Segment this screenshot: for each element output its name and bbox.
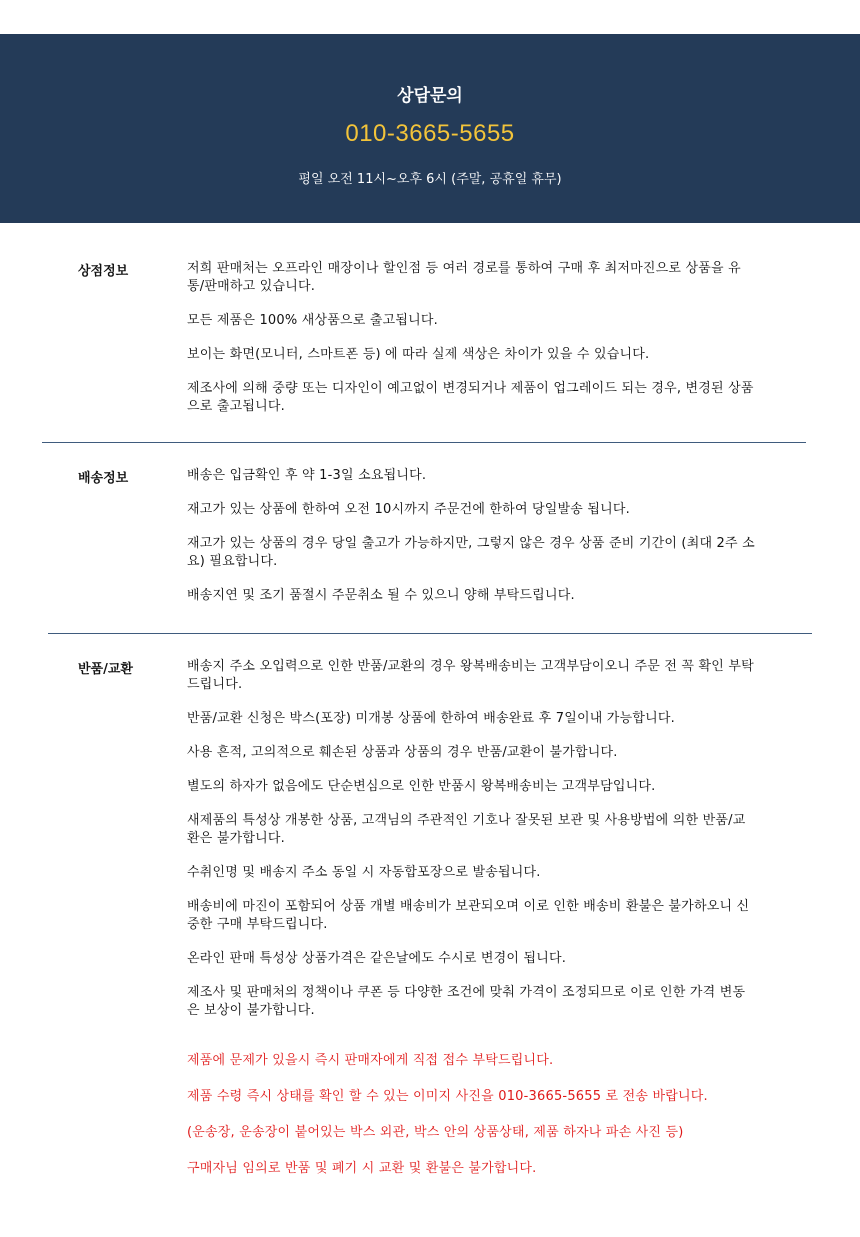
list-item: 제조사 및 판매처의 정책이나 쿠폰 등 다양한 조건에 맞춰 가격이 조정되므로 이로 인한 가격 변동은 보상이 불가합니다. <box>187 985 746 1018</box>
business-hours: 평일 오전 11시~오후 6시 (주말, 공휴일 휴무) <box>298 172 562 187</box>
shipping-info-list <box>187 467 757 621</box>
list-item: 배송은 입금확인 후 약 1-3일 소요됩니다. <box>187 468 427 483</box>
list-item: 모든 제품은 100% 새상품으로 출고됩니다. <box>187 313 438 328</box>
list-item: 배송지연 및 조기 품절시 주문취소 될 수 있으니 양해 부탁드립니다. <box>187 588 575 603</box>
section-label: 상점정보 <box>78 264 129 279</box>
list-item: 제조사에 의해 중량 또는 디자인이 예고없이 변경되거나 제품이 업그레이드 되는 경우, 변경된 상품으로 출고됩니다. <box>187 381 754 414</box>
list-item: 저희 판매처는 오프라인 매장이나 할인점 등 여러 경로를 통하여 구매 후 최저마진으로 상품을 유통/판매하고 있습니다. <box>187 261 741 294</box>
list-item: 재고가 있는 상품에 한하여 오전 10시까지 주문건에 한하여 당일발송 됩니다. <box>187 502 631 517</box>
list-item: 새제품의 특성상 개봉한 상품, 고객님의 주관적인 기호나 잘못된 보관 및 사용방법에 의한 반품/교환은 불가합니다. <box>187 813 746 846</box>
contact-phone: 010-3665-5655 <box>345 120 515 147</box>
list-item: 수취인명 및 배송지 주소 동일 시 자동합포장으로 발송됩니다. <box>187 865 541 880</box>
section-divider <box>42 442 806 443</box>
contact-banner <box>0 34 860 223</box>
list-item: 배송지 주소 오입력으로 인한 반품/교환의 경우 왕복배송비는 고객부담이오니 주문 전 꼭 확인 부탁드립니다. <box>187 659 754 692</box>
warning-item: 구매자님 임의로 반품 및 폐기 시 교환 및 환불은 불가합니다. <box>187 1161 537 1176</box>
warning-item: 제품에 문제가 있을시 즉시 판매자에게 직접 접수 부탁드립니다. <box>187 1053 554 1068</box>
contact-title: 상담문의 <box>397 86 463 106</box>
list-item: 온라인 판매 특성상 상품가격은 같은날에도 수시로 변경이 됩니다. <box>187 951 567 966</box>
warning-item: 제품 수령 즉시 상태를 확인 할 수 있는 이미지 사진을 010-3665-5655 로 전송 바랍니다. <box>187 1089 708 1104</box>
store-info-list <box>187 260 757 432</box>
return-exchange-list <box>187 658 757 1196</box>
section-divider <box>48 633 812 634</box>
list-item: 별도의 하자가 없음에도 단순변심으로 인한 반품시 왕복배송비는 고객부담입니다. <box>187 779 656 794</box>
section-label: 반품/교환 <box>78 662 133 677</box>
list-item: 사용 흔적, 고의적으로 훼손된 상품과 상품의 경우 반품/교환이 불가합니다. <box>187 745 618 760</box>
list-item: 반품/교환 신청은 박스(포장) 미개봉 상품에 한하여 배송완료 후 7일이내 가능합니다. <box>187 711 675 726</box>
list-item: 보이는 화면(모니터, 스마트폰 등) 에 따라 실제 색상은 차이가 있을 수 있습니다. <box>187 347 650 362</box>
list-item: 배송비에 마진이 포함되어 상품 개별 배송비가 보관되오며 이로 인한 배송비 환불은 불가하오니 신중한 구매 부탁드립니다. <box>187 899 750 932</box>
warning-item: (운송장, 운송장이 붙어있는 박스 외관, 박스 안의 상품상태, 제품 하자나 파손 사진 등) <box>187 1125 684 1140</box>
list-item: 재고가 있는 상품의 경우 당일 출고가 가능하지만, 그렇지 않은 경우 상품 준비 기간이 (최대 2주 소요) 필요합니다. <box>187 536 755 569</box>
section-label: 배송정보 <box>78 471 129 486</box>
